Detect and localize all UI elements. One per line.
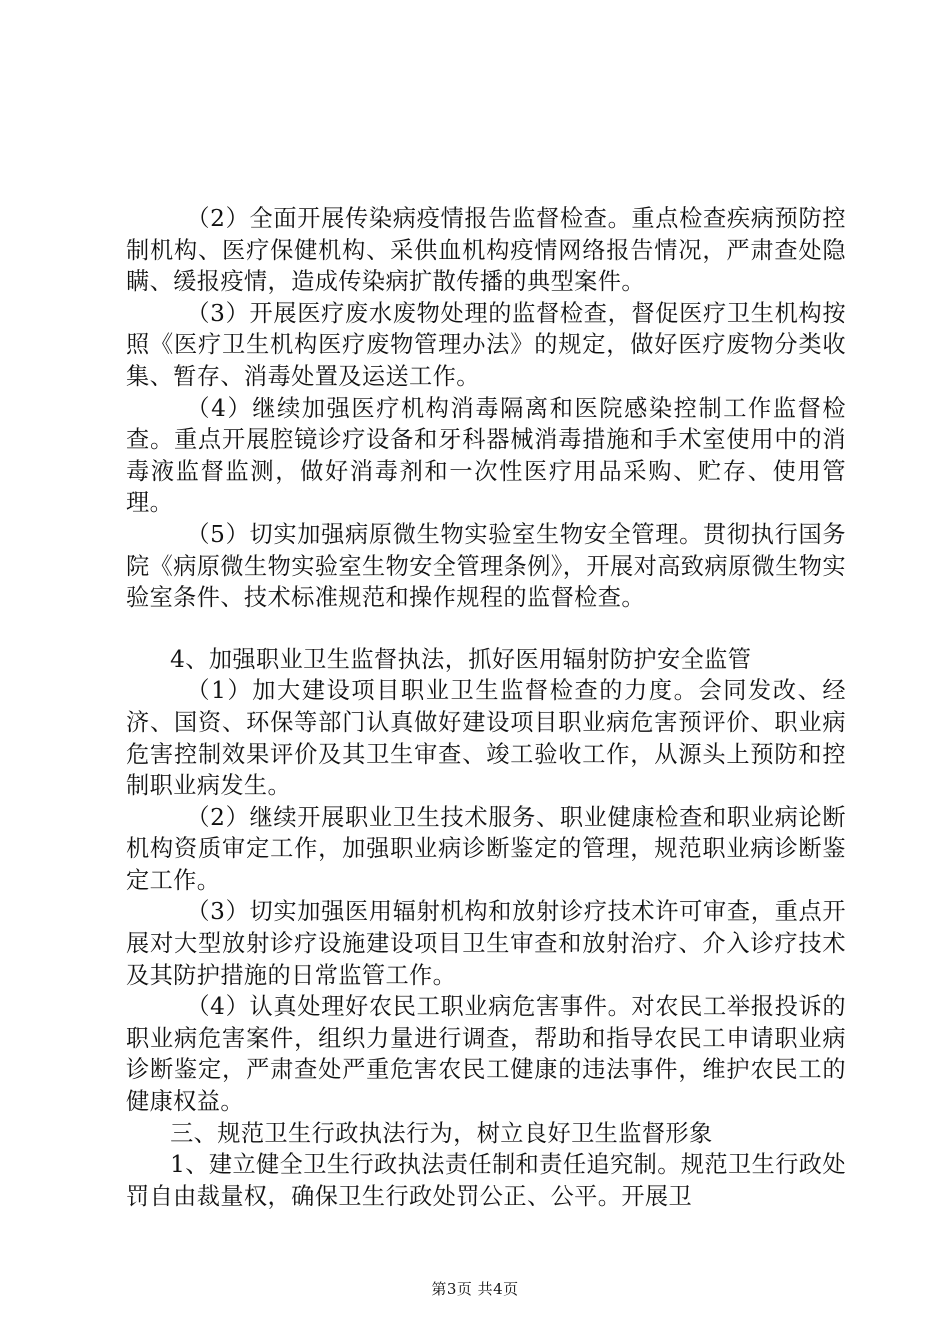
paragraph-construction-project-inspection: （1）加大建设项目职业卫生监督检查的力度。会同发改、经济、国资、环保等部门认真做好建设项目职业病危害预评价、职业病危害控制效果评价及其卫生审查、竣工验收工作，从源头上预防和控制职业病发生。 xyxy=(126,677,846,800)
paragraph-enforcement-responsibility-system: 1、建立健全卫生行政执法责任制和责任追究制。规范卫生行政处罚自由裁量权，确保卫生行政处罚公正、公平。开展卫 xyxy=(126,1151,846,1210)
paragraph-disinfection-infection-control: （4）继续加强医疗机构消毒隔离和医院感染控制工作监督检查。重点开展腔镜诊疗设备和牙科器械消毒措施和手术室使用中的消毒液监督监测，做好消毒剂和一次性医疗用品采购、贮存、使用管理。 xyxy=(126,394,846,517)
paragraph-medical-radiation-licensing: （3）切实加强医用辐射机构和放射诊疗技术许可审查，重点开展对大型放射诊疗设施建设项目卫生审查和放射治疗、介入诊疗技术及其防护措施的日常监管工作。 xyxy=(126,898,846,989)
document-body xyxy=(126,203,846,1212)
section-heading-standardize-enforcement: 三、规范卫生行政执法行为，树立良好卫生监督形象 xyxy=(170,1119,713,1147)
paragraph-medical-waste-inspection: （3）开展医疗废水废物处理的监督检查，督促医疗卫生机构按照《医疗卫生机构医疗废物管理办法》的规定，做好医疗废物分类收集、暂存、消毒处置及运送工作。 xyxy=(126,299,846,390)
paragraph-migrant-worker-occupational-disease: （4）认真处理好农民工职业病危害事件。对农民工举报投诉的职业病危害案件，组织力量进行调查，帮助和指导农民工申请职业病诊断鉴定，严肃查处严重危害农民工健康的违法事件，维护农民工的健康权益。 xyxy=(126,993,846,1116)
paragraph-occupational-health-services: （2）继续开展职业卫生技术服务、职业健康检查和职业病论断机构资质审定工作，加强职业病诊断鉴定的管理，规范职业病诊断鉴定工作。 xyxy=(126,803,846,894)
section-spacer xyxy=(126,614,846,644)
page-footer: 第3页 共4页 xyxy=(431,1280,519,1298)
section-heading-occupational-health: 4、加强职业卫生监督执法，抓好医用辐射防护安全监管 xyxy=(170,645,752,673)
paragraph-pathogen-lab-biosafety: （5）切实加强病原微生物实验室生物安全管理。贯彻执行国务院《病原微生物实验室生物安全管理条例》，开展对高致病原微生物实验室条件、技术标准规范和操作规程的监督检查。 xyxy=(126,520,846,612)
paragraph-infectious-disease-report-inspection: （2）全面开展传染病疫情报告监督检查。重点检查疾病预防控制机构、医疗保健机构、采供血机构疫情网络报告情况，严肃查处隐瞒、缓报疫情，造成传染病扩散传播的典型案件。 xyxy=(126,205,846,296)
